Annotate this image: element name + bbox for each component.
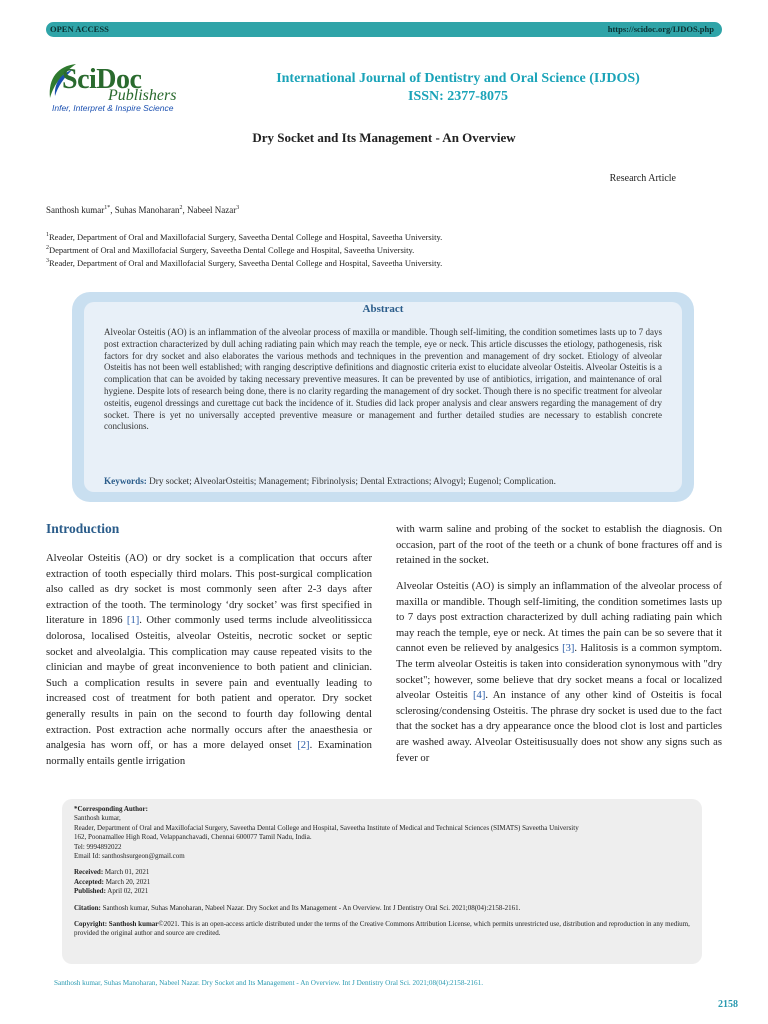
paragraph-text: . Other commonly used terms include alveolitissicca dolorosa, localised Osteitis, alveolar Osteitis, necrotic socket or septic socket and alveolalgia. This complication may cause repeated visits to the clinician and maybe of great inconvenience to both patient and clinician. Such a complication results in severe pain and eventually leading to increased cost of treatment for both patient and operator. Dry socket generally results in pain on the second to fourth day following dental extraction. Post extraction ache normally occurs after the anaesthesia or analgesia has worn off, or has a more delayed onset [46, 615, 373, 752]
journal-issn: ISSN: 2377-8075 [408, 89, 508, 104]
logo-publishers: Publishers [108, 87, 177, 104]
corresponding-tel: Tel: 9994892022 [74, 842, 122, 851]
reference-link[interactable]: [1] [126, 615, 140, 627]
paragraph-text: . Examination normally entails gentle irrigation [46, 740, 372, 767]
page-number: 2158 [718, 999, 738, 1010]
author-name: Santhosh kumar [46, 205, 105, 215]
citation [74, 904, 696, 913]
footer-citation: Santhosh kumar, Suhas Manoharan, Nabeel Nazar. Dry Socket and Its Management - An Overview. Int J Dentistry Oral Sci. 2021;08(04):2158-2161. [54, 979, 484, 987]
received-value: March 01, 2021 [104, 868, 150, 877]
paragraph-text: . Halitosis is a common symptom. The term alveolar Osteitis is taken into consideration synonymous with "dry socket"; however, some believe that dry socket means a focal or localized alveolar Osteitis [396, 643, 722, 702]
received-date [74, 868, 696, 877]
corresponding-address: Reader, Department of Oral and Maxillofacial Surgery, Saveetha Dental College and Hospital, Saveetha Institute of Medical and Technical Sciences (SIMATS) Saveetha University [74, 823, 579, 832]
citation-label: Citation: [74, 903, 101, 912]
journal-header [230, 70, 686, 106]
reference-link[interactable]: [4] [473, 690, 486, 702]
scidoc-logo [46, 60, 216, 120]
keywords-text: Dry socket; AlveolarOsteitis; Management; Fibrinolysis; Dental Extractions; Alvogyl; Eugenol; Complication. [149, 476, 556, 486]
reference-link[interactable]: [2] [297, 740, 310, 752]
affiliation [46, 232, 442, 242]
affiliation-text: Reader, Department of Oral and Maxillofacial Surgery, Saveetha Dental College and Hospital, Saveetha University. [49, 258, 443, 268]
journal-url-link[interactable]: https://scidoc.org/IJDOS.php [607, 24, 714, 34]
paragraph-text: . An instance of any other kind of Osteitis is focal sclerosing/condensing Osteitis. The phrase dry socket is used due to the fact that the socket has a dry appearance once the blood clot is lost and particles are washed away. Alveolar Osteitisusually does not show any signs such as fever or [396, 690, 722, 764]
body-column-left [46, 551, 372, 769]
published-value: April 02, 2021 [107, 887, 149, 896]
paragraph-text: Alveolar Osteitis (AO) or dry socket is a complication that occurs after extraction of tooth especially third molars. This post-surgical complication also called as dry socket is most commonly seen after 2-3 days after extraction of the tooth. The terminology ‘dry socket’ was first specified in literature in 1896 [46, 553, 372, 627]
author-sup: 2 [179, 205, 183, 211]
corresponding-name: Santhosh kumar, [74, 814, 121, 823]
affiliation-sup: 1 [46, 232, 49, 239]
author-sup: 1* [104, 205, 111, 211]
affiliation-text: Department of Oral and Maxillofacial Surgery, Saveetha Dental College and Hospital, Saveetha University. [49, 245, 415, 255]
open-access-label: OPEN ACCESS [50, 24, 109, 34]
affiliation [46, 258, 442, 268]
affiliation-sup: 2 [46, 245, 49, 252]
accepted-value: March 20, 2021 [105, 877, 151, 886]
accepted-label: Accepted: [74, 877, 104, 886]
section-heading-introduction: Introduction [46, 521, 120, 536]
keywords [104, 476, 664, 486]
published-label: Published: [74, 887, 106, 896]
reference-link[interactable]: [3] [562, 643, 575, 655]
published-date [74, 887, 696, 896]
body-column-right-para1: with warm saline and probing of the socket to establish the diagnosis. On occasion, part of the root of the teeth or a chunk of bone fractures off and is retained in the socket. [396, 524, 722, 567]
affiliation-text: Reader, Department of Oral and Maxillofacial Surgery, Saveetha Dental College and Hospital, Saveetha University. [49, 232, 443, 242]
author-name: Suhas Manoharan [114, 205, 180, 215]
abstract-heading: Abstract [362, 303, 404, 315]
logo-tagline: Infer, Interpret & Inspire Science [52, 103, 174, 113]
received-label: Received: [74, 868, 104, 877]
corresponding-address: 162, Poonamallee High Road, Velappanchavadi, Chennai 600077 Tamil Nadu, India. [74, 833, 312, 842]
corresponding-author-info [74, 805, 696, 939]
keywords-label: Keywords: [104, 476, 147, 486]
corresponding-label: *Corresponding Author: [74, 805, 148, 813]
author-sup: 3 [236, 205, 240, 211]
citation-text: Santhosh kumar, Suhas Manoharan, Nabeel Nazar. Dry Socket and Its Management - An Overview. Int J Dentistry Oral Sci. 2021;08(04):2158-2161. [102, 903, 521, 912]
copyright-label: Copyright: Santhosh kumar [74, 920, 159, 929]
article-type: Research Article [609, 173, 676, 184]
body-column-right-para2 [396, 579, 722, 766]
logo-brand: SciDoc [62, 64, 142, 95]
affiliation-sup: 3 [46, 258, 49, 265]
corresponding-email[interactable]: Email Id: santhoshsurgeon@gmail.com [74, 852, 185, 861]
paragraph-text: Alveolar Osteitis (AO) is simply an inflammation of the alveolar process of maxilla or mandible. Though self-limiting, the condition sometimes lasts up to 7 days post extraction characterized by dull aching radiating pain which may reach the temple, eye or neck. At times the pain can be so severe that it cannot even be relieved by analgesics [396, 581, 722, 655]
article-title: Dry Socket and Its Management - An Overview [252, 130, 516, 145]
abstract-text: Alveolar Osteitis (AO) is an inflammation of the alveolar process of maxilla or mandible. Though self-limiting, the condition sometimes lasts up to 7 days post extraction characterized by dull aching radiating pain which may reach the temple, eye or neck. This article discusses the etiology, pathogenesis, risk factors for dry socket and also elaborates the various methods and techniques in the prevention and management of dry socket. Etiology of alveolar Osteitis has not been well established; with ranging descriptive definitions and diagnostic criteria exist to elucidate alveolar Osteitis. Alveolar Osteitis is a complication that can be avoided by taking necessary preventive measures. It can be prevented by use of antibiotics, irrigation, and maintenance of oral hygiene. Despite lots of research being done, there is no clarity regarding the management of dry socket. Though there is no specific treatment for alveolar osteitis, eugenol dressings and curettage cut back the incidence of it. Studies did lack proper analysis and clear answers regarding the management of dry socket. There is yet no universally accepted preventive measure or management and further detailed studies are necessary to establish concrete conclusions. [104, 327, 662, 432]
author-list: Santhosh kumar$^{1*}$, Suhas Manoharan$^2$, Nabeel Nazar$^3$ [46, 205, 240, 215]
copyright [74, 920, 696, 939]
author-name: Nabeel Nazar [187, 205, 237, 215]
open-access-bar [46, 22, 722, 37]
affiliation [46, 245, 414, 255]
copyright-text: ©2021. This is an open-access article distributed under the terms of the Creative Commons Attribution License, which permits unrestricted use, distribution and reproduction in any medium, provided the original author and source are credited. [74, 920, 690, 938]
journal-name: International Journal of Dentistry and Oral Science (IJDOS) [276, 71, 640, 86]
accepted-date [74, 878, 696, 887]
